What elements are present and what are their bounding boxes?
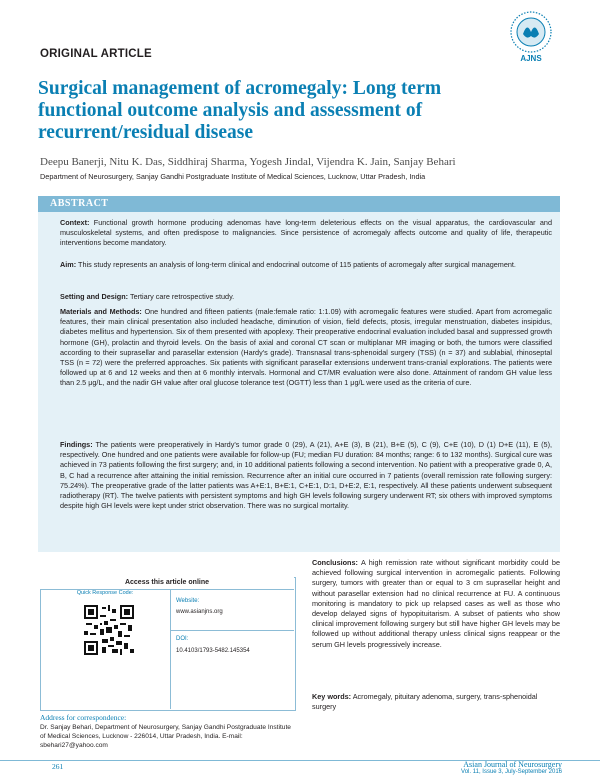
doi-link[interactable]: 10.4103/1793-5482.145354 bbox=[176, 648, 250, 654]
keywords-text: Acromegaly, pituitary adenoma, surgery, trans-sphenoidal surgery bbox=[312, 692, 538, 712]
website-link[interactable]: www.asianjns.org bbox=[176, 609, 223, 615]
keywords-label: Key words: bbox=[312, 692, 352, 701]
context-text: Functional growth hormone producing adenomas have long-term deleterious effects on the visual apparatus, the cardiovascular and musculoskeletal systems, and often predispose to malignancies. Since persistence of acromegaly affects outcome and quality of life, therapeutic interventions become mandatory. bbox=[60, 218, 552, 248]
abstract-aim bbox=[60, 260, 552, 270]
affiliation: Department of Neurosurgery, Sanjay Gandhi Postgraduate Institute of Medical Sciences, Lucknow, Uttar Pradesh, India bbox=[40, 172, 426, 181]
journal-logo bbox=[505, 10, 557, 66]
author-list: Deepu Banerji, Nitu K. Das, Siddhiraj Sharma, Yogesh Jindal, Vijendra K. Jain, Sanjay Behari bbox=[40, 156, 456, 168]
qr-label: Quick Response Code: bbox=[76, 590, 134, 596]
qr-code[interactable] bbox=[84, 605, 134, 655]
journal-name: Asian Journal of Neurosurgery bbox=[463, 760, 562, 769]
abstract-context bbox=[60, 218, 552, 249]
abstract-conclusions bbox=[312, 558, 560, 650]
logo-text: AJNS bbox=[520, 54, 542, 63]
conclusions-text: A high remission rate without significant morbidity could be achieved following surgical intervention in acromegalic patients. Following surgery, tumors with greater than or equal to 3 cm suprasellar height and without parasellar extension had no clinical recurrence at FU. A continuous monitoring is mandatory to pick up relapsed cases as well as those who develop delayed signs of hypopituitarism. A subset of patients who show clinical improvement following surgery but still have higher GH levels may be followed up without additional therapy unless clinical signs reappear or the serum GH levels progressively increase. bbox=[312, 558, 560, 649]
keywords bbox=[312, 692, 560, 712]
correspondence-label: Address for correspondence: bbox=[40, 713, 127, 722]
abstract-methods bbox=[60, 307, 552, 389]
methods-label: Materials and Methods: bbox=[60, 307, 142, 316]
doi-label: DOI: bbox=[176, 636, 189, 642]
findings-text: The patients were preoperatively in Hardy's tumor grade 0 (29), A (21), A+E (3), B (21), B+E (5), C (9), C+E (10), D (1) D+E (11), E (5), respectively. One hundred and one patients were available for follow-up (FU; median FU duration: 84 months; range: 6 to 132 months). Surgical cure was achieved in 73 patients following the first surgery; and, in 10 additional patients following a second intervention. No patient with a preoperative grade 0, A, B, C had a recurrence after attaining the initial remission. Recurrence after an initial cure occurred in 7 patients (overall remission rate following surgery: 75.24%). The preoperative grade of the latter patients was A+E:1, B+E:1, C+E:1, D:1, D+E:2, E:1, respectively. All these patients underwent subsequent radiotherapy (RT). The twelve patients with persistent symptoms and high GH levels following surgery underwent RT; six others with improved symptoms despite high GH levels were kept under strict observation. There was no surgical mortality. bbox=[60, 440, 552, 511]
journal-issue: Vol. 11, Issue 3, July-September 2016 bbox=[461, 769, 562, 775]
conclusions-label: Conclusions: bbox=[312, 558, 358, 567]
abstract-findings bbox=[60, 440, 552, 511]
setting-label: Setting and Design: bbox=[60, 292, 129, 301]
access-divider bbox=[170, 630, 294, 631]
abstract-header-bar bbox=[38, 196, 560, 212]
page-number: 261 bbox=[52, 762, 64, 771]
article-title: Surgical management of acromegaly: Long term functional outcome analysis and assessment of recurrent/residual disease bbox=[38, 78, 442, 143]
website-label: Website: bbox=[176, 598, 200, 604]
access-divider bbox=[170, 590, 171, 709]
context-label: Context: bbox=[60, 218, 90, 227]
aim-label: Aim: bbox=[60, 260, 77, 269]
methods-text: One hundred and fifteen patients (male:female ratio: 1:1.09) with acromegalic features were studied. Apart from acromegalic features, their main clinical presentation also included headache, diminution of vision, field defects, ptosis, irregular menstruation, diabetes insipidus, diabetes mellitus and hypertension. Six of them presented with apoplexy. Their preoperative endocrinal evaluation included basal and suppressed growth hormone (GH), prolactin and thyroid levels. On the basis of axial and coronal CT scan or multiplanar MR imaging or both, the tumors were classified according to their suprasellar and parasellar extension (Hardy's grade). Transnasal trans-sphenoidal surgery (TSS) (n = 37) and sublabial, rhinoseptal TSS (n = 72) were the preferred approaches. Six patients with significant parasellar extensions underwent trans-cranial explorations. The patients were followed up at 6 and 12 weeks and then at 6 monthly intervals. Hormonal and CT/MR evaluation were also done. Attainment of random GH value less than 2.5 μg/L, and the nadir GH value after oral glucose tolerance test (OGTT) less than 1 μg/L were used as the criteria of cure. bbox=[60, 307, 552, 388]
section-label: ORIGINAL ARTICLE bbox=[40, 48, 152, 60]
setting-text: Tertiary care retrospective study. bbox=[129, 292, 235, 301]
findings-label: Findings: bbox=[60, 440, 93, 449]
abstract-heading: ABSTRACT bbox=[50, 198, 109, 209]
abstract-setting bbox=[60, 292, 552, 302]
correspondence-text: Dr. Sanjay Behari, Department of Neurosurgery, Sanjay Gandhi Postgraduate Institute of Medical Sciences, Lucknow - 226014, Uttar Pradesh, India. E-mail: sbehari27@yahoo.com bbox=[40, 724, 291, 749]
aim-text: This study represents an analysis of long-term clinical and endocrinal outcome of 115 patients of acromegaly after surgical management. bbox=[78, 260, 516, 269]
access-title: Access this article online bbox=[40, 577, 294, 590]
